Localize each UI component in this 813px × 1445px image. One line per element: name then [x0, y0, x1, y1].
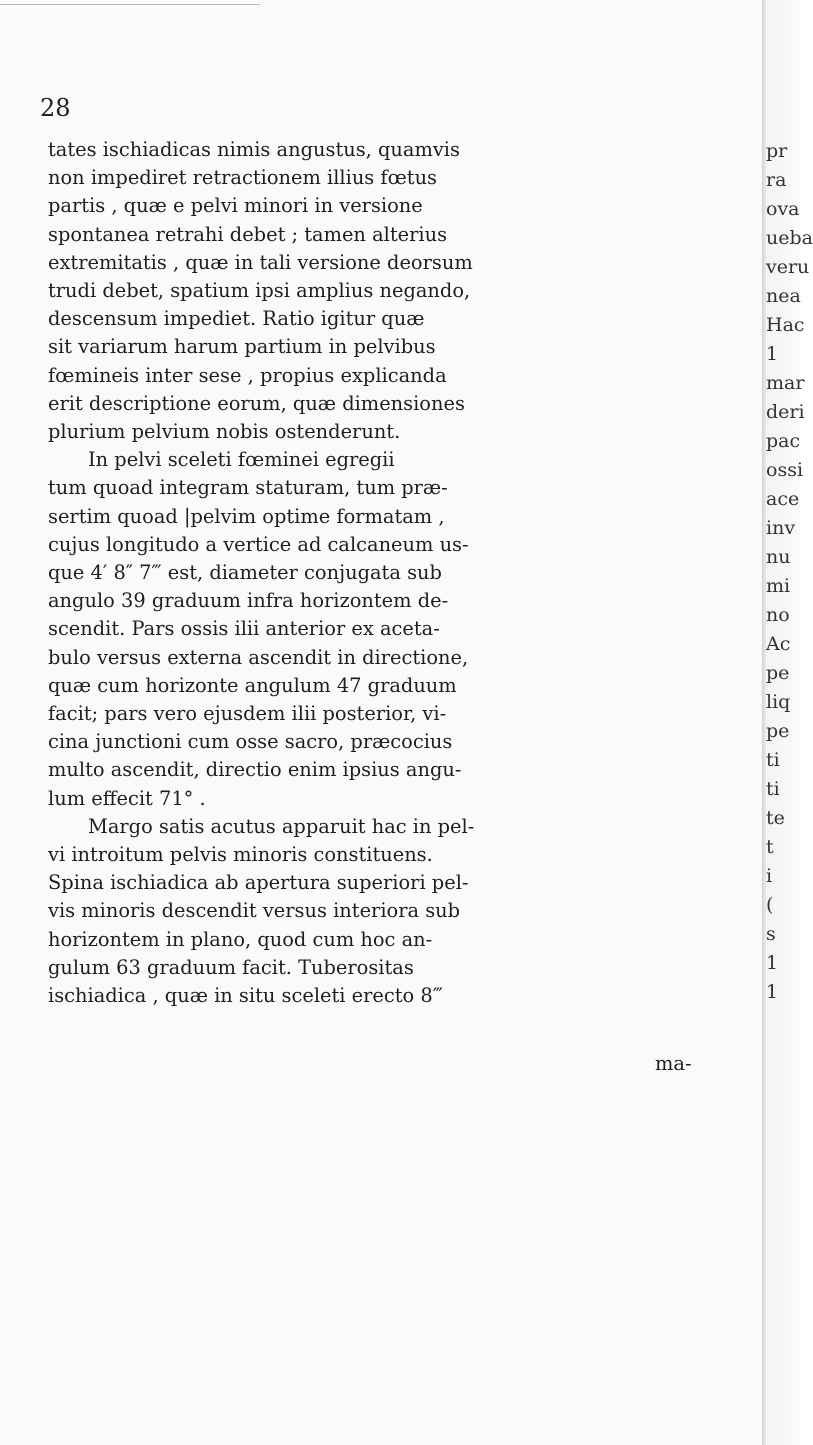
adjacent-page-gutter [762, 0, 813, 1445]
text-line: cina junctioni cum osse sacro, præcocius [48, 730, 453, 754]
gutter-fragment: nu [766, 546, 791, 568]
gutter-fragment: veru [766, 256, 810, 278]
gutter-fragment: ossi [766, 459, 804, 481]
catchword: ma- [655, 1052, 692, 1075]
gutter-fragment: ova [766, 198, 800, 220]
gutter-fragment: pe [766, 662, 790, 684]
text-line: vis minoris descendit versus interiora sub [48, 899, 461, 923]
gutter-fragment: pe [766, 720, 790, 742]
gutter-fragment: ti [766, 749, 780, 771]
text-line: erit descriptione eorum, quæ dimensiones [48, 391, 465, 415]
text-line: scendit. Pars ossis ilii anterior ex aceta- [48, 617, 440, 641]
text-line: descensum impediet. Ratio igitur quæ [48, 307, 425, 331]
gutter-fragment: 1 [766, 343, 779, 365]
text-line: cujus longitudo a vertice ad calcaneum us- [48, 532, 469, 556]
text-line: multo ascendit, directio enim ipsius angu- [48, 758, 462, 782]
text-line: bulo versus externa ascendit in directione, [48, 645, 469, 669]
gutter-fragment: 1 [766, 952, 779, 974]
gutter-fragment: ace [766, 488, 800, 510]
text-line: quæ cum horizonte angulum 47 graduum [48, 673, 457, 697]
text-line: spontanea retrahi debet ; tamen alterius [48, 222, 448, 246]
text-line: que 4′ 8″ 7‴ est, diameter conjugata sub [48, 561, 442, 584]
page-number: 28 [40, 94, 71, 122]
text-line: horizontem in plano, quod cum hoc an- [48, 927, 433, 951]
text-line: tates ischiadicas nimis angustus, quamvis [48, 138, 460, 161]
text-line: extremitatis , quæ in tali versione deorsum [48, 250, 473, 274]
gutter-fragment: Ac [766, 633, 791, 655]
text-line: angulo 39 graduum infra horizontem de- [48, 589, 449, 613]
text-line: ischiadica , quæ in situ sceleti erecto 8‴ [48, 984, 443, 1007]
gutter-fragment: i [766, 865, 773, 887]
gutter-fragment: pac [766, 430, 801, 452]
gutter-fragment: liq [766, 691, 791, 713]
text-line: fœmineis inter sese , propius explicanda [48, 363, 447, 387]
text-line: Margo satis acutus apparuit hac in pel- [88, 814, 475, 838]
gutter-fragment: 1 [766, 981, 779, 1003]
text-line: facit; pars vero ejusdem ilii posterior, vi- [48, 702, 447, 725]
gutter-fragment: mi [766, 575, 791, 597]
gutter-fragment: mar [766, 372, 805, 394]
gutter-fragment: nea [766, 285, 801, 307]
gutter-fragment: te [766, 807, 785, 829]
gutter-fragment: deri [766, 401, 805, 423]
text-line: lum effecit 71° . [48, 786, 206, 810]
text-line: gulum 63 graduum facit. Tuberositas [48, 955, 414, 979]
text-line: In pelvi sceleti fœminei egregii [88, 448, 395, 472]
gutter-fragment: inv [766, 517, 796, 539]
text-line: vi introitum pelvis minoris constituens. [48, 843, 433, 866]
gutter-fragment: t [766, 836, 774, 858]
gutter-fragment: ueba [766, 227, 813, 249]
text-line: tum quoad integram staturam, tum præ- [48, 476, 448, 500]
text-line: sit variarum harum partium in pelvibus [48, 335, 436, 359]
page-edge-line [0, 4, 260, 5]
text-line: Spina ischiadica ab apertura superiori pel- [48, 871, 469, 895]
text-line: partis , quæ e pelvi minori in versione [48, 194, 423, 218]
gutter-fragment: ( [766, 894, 774, 916]
text-line: sertim quoad |pelvim optime formatam , [48, 504, 445, 528]
text-line: non impediret retractionem illius fœtus [48, 166, 438, 190]
text-line: trudi debet, spatium ipsi amplius negando, [48, 279, 471, 302]
gutter-fragment: no [766, 604, 790, 626]
gutter-fragment: Hac [766, 314, 805, 336]
gutter-fragment: ra [766, 169, 787, 191]
gutter-fragment: pr [766, 140, 788, 162]
gutter-fragment: ti [766, 778, 780, 800]
text-line: plurium pelvium nobis ostenderunt. [48, 420, 401, 443]
gutter-fragment: s [766, 923, 776, 945]
